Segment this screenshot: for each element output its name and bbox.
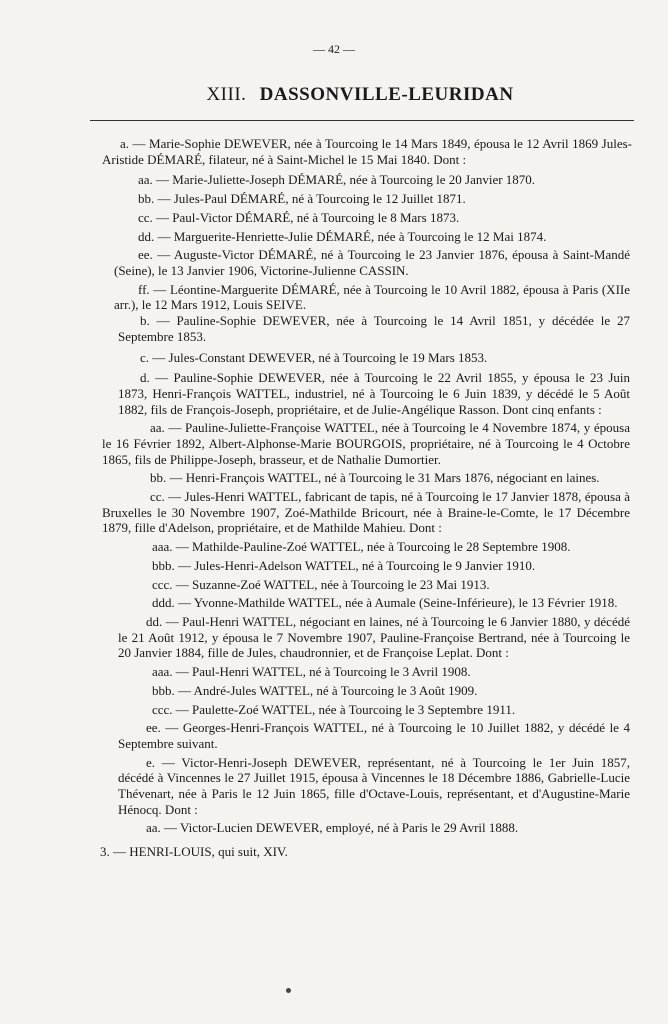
page-number: — 42 — [313,42,355,56]
entry-a-dd: dd. — Marguerite-Henriette-Julie DÉMARÉ, née à Tourcoing le 12 Mai 1874. [138,228,547,244]
entry-a-ee: ee. — Auguste-Victor DÉMARÉ, né à Tourcoing le 23 Janvier 1876, épousa à Saint-Mandé (Seine), le 13 Janvier 1906, Victorine-Julienne CASSIN. [114,247,630,278]
entry-d-aa: aa. — Pauline-Juliette-Françoise WATTEL, née à Tourcoing le 4 Novembre 1874, y épousa le 16 Février 1892, Albert-Alphonse-Marie BOURGOIS, propriétaire, né à Tourcoing le 4 Octobre 1865, fils de Philippe-Joseph, brasseur, et de Nathalie Dumortier. [102,420,630,467]
entry-d-cc: cc. — Jules-Henri WATTEL, fabricant de tapis, né à Tourcoing le 17 Janvier 1878, épousa à Bruxelles le 30 Novembre 1907, Zoé-Mathilde Bricourt, née à Braine-le-Comte, le 17 Décembre 1879, fille d'Adelson, propriétaire, et de Mathilde Mahieu. Dont : [102,489,630,536]
entry-3: 3. — HENRI-LOUIS, qui suit, XIV. [100,844,288,860]
entry-d-cc-ddd: ddd. — Yvonne-Mathilde WATTEL, née à Aumale (Seine-Inférieure), le 13 Février 1918. [152,595,618,611]
section-title: DASSONVILLE-LEURIDAN [259,84,514,105]
heading-rule [90,120,634,121]
genealogy-text [0,136,668,860]
entry-a-ff: ff. — Léontine-Marguerite DÉMARÉ, née à Tourcoing le 10 Avril 1882, épousa à Paris (XIIe arr.), le 12 Mars 1912, Louis SEIVE. [114,281,630,313]
entry-e: e. — Victor-Henri-Joseph DEWEVER, représentant, né à Tourcoing le 1er Juin 1857, décédé à Vincennes le 27 Juillet 1915, épousa à Vincennes le 18 Décembre 1886, Gabrielle-Lucie Thévenart, née à Paris le 12 Juin 1865, fille d'Octave-Louis, représentant, et d'Augustine-Marie Hénocq. Dont : [118,754,630,817]
entry-a-aa: aa. — Marie-Juliette-Joseph DÉMARÉ, née à Tourcoing le 20 Janvier 1870. [138,172,536,188]
entry-d-ee: ee. — Georges-Henri-François WATTEL, né à Tourcoing le 10 Juillet 1882, y décédé le 4 Septembre suivant. [118,720,630,751]
entry-e-aa: aa. — Victor-Lucien DEWEVER, employé, né à Paris le 29 Avril 1888. [146,820,519,836]
entry-d-dd-bbb: bbb. — André-Jules WATTEL, né à Tourcoing le 3 Août 1909. [152,682,478,698]
section-number: XIII. [206,84,247,105]
entry-d-cc-aaa: aaa. — Mathilde-Pauline-Zoé WATTEL, née à Tourcoing le 28 Septembre 1908. [152,539,571,555]
entry-a-cc: cc. — Paul-Victor DÉMARÉ, né à Tourcoing le 8 Mars 1873. [138,209,460,225]
entry-c: c. — Jules-Constant DEWEVER, né à Tourcoing le 19 Mars 1853. [140,350,488,366]
section-heading [90,84,630,106]
entry-d-bb: bb. — Henri-François WATTEL, né à Tourcoing le 31 Mars 1876, négociant en laines. [150,470,600,486]
print-mark [286,988,291,993]
entry-d-cc-bbb: bbb. — Jules-Henri-Adelson WATTEL, né à Tourcoing le 9 Janvier 1910. [152,557,536,573]
entry-d-dd: dd. — Paul-Henri WATTEL, négociant en laines, né à Tourcoing le 6 Janvier 1880, y décédé le 21 Août 1912, y épousa le 7 Novembre 1907, Pauline-Françoise Bertrand, née à Tourcoing le 20 Janvier 1884, fille de Jules, chaudronnier, et de Françoise Leplat. Dont : [118,613,630,661]
entry-d-cc-ccc: ccc. — Suzanne-Zoé WATTEL, née à Tourcoing le 23 Mai 1913. [152,576,490,592]
entry-b: b. — Pauline-Sophie DEWEVER, née à Tourcoing le 14 Avril 1851, y décédée le 27 Septembre 1853. [118,313,630,344]
entry-a: a. — Marie-Sophie DEWEVER, née à Tourcoing le 14 Mars 1849, épousa le 12 Avril 1869 Jules-Aristide DÉMARÉ, filateur, né à Saint-Michel le 15 Mai 1840. Dont : [102,136,632,167]
entry-d: d. — Pauline-Sophie DEWEVER, née à Tourcoing le 22 Avril 1855, y épousa le 23 Juin 1873, Henri-François WATTEL, industriel, né à Tourcoing le 6 Juin 1839, y décédé le 5 Août 1882, fils de François-Joseph, propriétaire, et de Julie-Angélique Rasson. Dont cinq enfants : [118,370,630,417]
entry-d-dd-ccc: ccc. — Paulette-Zoé WATTEL, née à Tourcoing le 3 Septembre 1911. [152,701,516,717]
entry-a-bb: bb. — Jules-Paul DÉMARÉ, né à Tourcoing le 12 Juillet 1871. [138,191,466,207]
entry-d-dd-aaa: aaa. — Paul-Henri WATTEL, né à Tourcoing le 3 Avril 1908. [152,664,471,680]
